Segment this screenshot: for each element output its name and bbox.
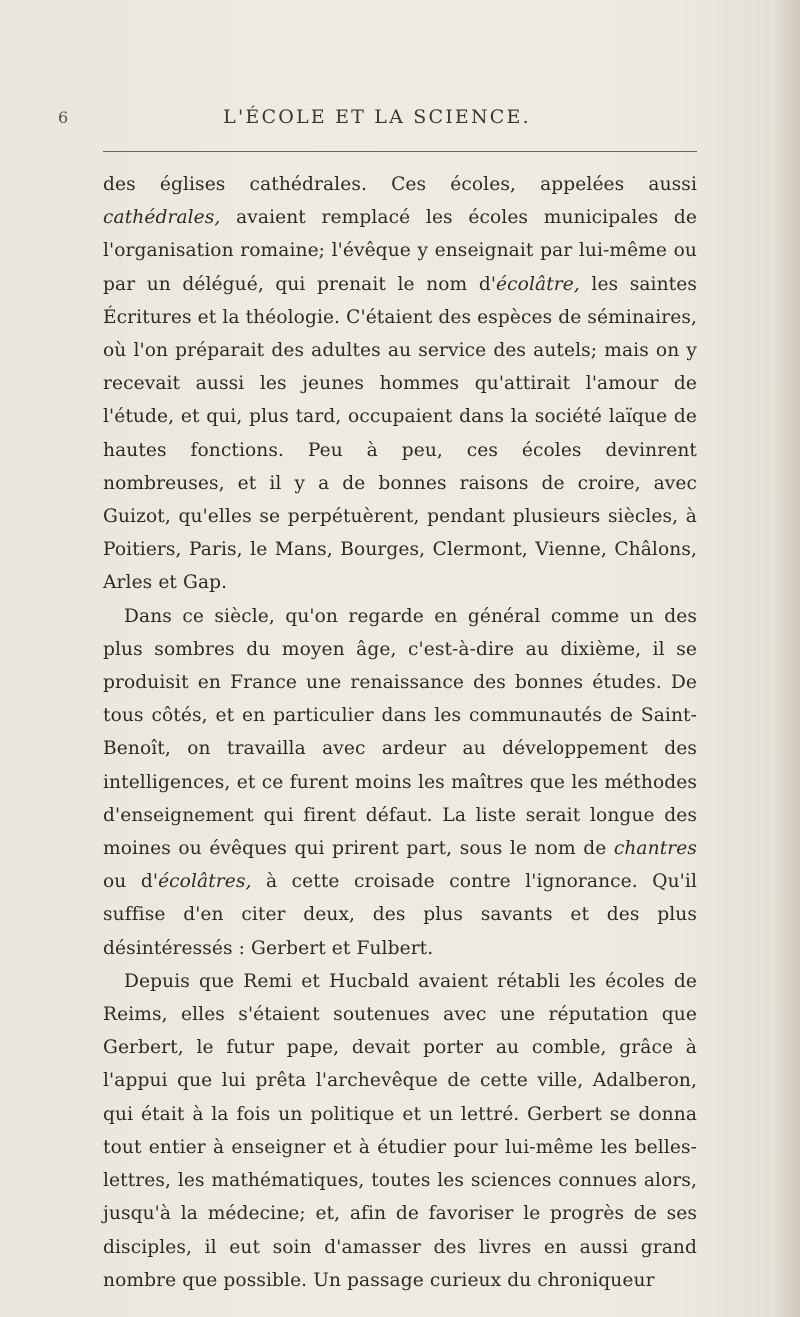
page-edge-shadow [774, 0, 800, 1317]
paragraph-2 [103, 600, 697, 965]
text-segment: Depuis que Remi et Hucbald avaient rétabli les écoles de Reims, elles s'étaient soutenues avec une réputation que Gerbert, le futur pape, devait porter au comble, grâce à l'appui que lui prêta l'archevêque de cette ville, Adalberon, qui était à la fois un politique et un lettré. Gerbert se donna tout entier à enseigner et à étudier pour lui-même les belles-lettres, les mathématiques, toutes les sciences connues alors, jusqu'à la médecine; et, afin de favoriser le progrès de ses disciples, il eut soin d'amasser des livres en aussi grand nombre que possible. Un passage curieux du chroniqueur [103, 970, 697, 1291]
text-segment: Dans ce siècle, qu'on regarde en général comme un des plus sombres du moyen âge, c'est-à-dire au dixième, il se produisit en France une renaissance des bonnes études. De tous côtés, et en particulier dans les communautés de Saint-Benoît, on travailla avec ardeur au développement des intelligences, et ce furent moins les maîtres que les méthodes d'enseignement qui firent défaut. La liste serait longue des moines ou évêques qui prirent part, sous le nom de [103, 605, 697, 860]
running-title: L'ÉCOLE ET LA SCIENCE. [223, 106, 531, 128]
italic-term-ecolatres: écolâtres, [158, 871, 252, 893]
text-segment: des églises cathédrales. Ces écoles, appelées aussi [103, 174, 697, 195]
italic-term-ecolatre: écolâtre, [496, 273, 580, 295]
text-segment: avaient remplacé les écoles municipales de l'organisation romaine; l'évêque y enseignait par lui-même ou par un délégué, qui prenait le nom d' [103, 207, 697, 295]
page-number: 6 [58, 108, 69, 127]
page-header [58, 106, 696, 136]
italic-term-chantres: chantres [613, 838, 697, 860]
text-segment: ou d' [103, 871, 159, 893]
paragraph-3 [103, 965, 697, 1297]
body-text [103, 168, 697, 1297]
text-segment: à cette croisade contre l'ignorance. Qu'il suffise d'en citer deux, des plus savants et des plus désintéressés : Gerbert et Fulbert. [103, 871, 697, 959]
italic-term-cathedrales: cathédrales, [103, 207, 221, 229]
header-rule [103, 151, 697, 152]
paragraph-1 [103, 168, 697, 600]
text-segment: les saintes Écritures et la théologie. C'étaient des espèces de séminaires, où l'on préparait des adultes au service des autels; mais on y recevait aussi les jeunes hommes qu'attirait l'amour de l'étude, et qui, plus tard, occupaient dans la société laïque de hautes fonctions. Peu à peu, ces écoles devinrent nombreuses, et il y a de bonnes raisons de croire, avec Guizot, qu'elles se perpétuèrent, pendant plusieurs siècles, à Poitiers, Paris, le Mans, Bourges, Clermont, Vienne, Châlons, Arles et Gap. [103, 273, 697, 594]
